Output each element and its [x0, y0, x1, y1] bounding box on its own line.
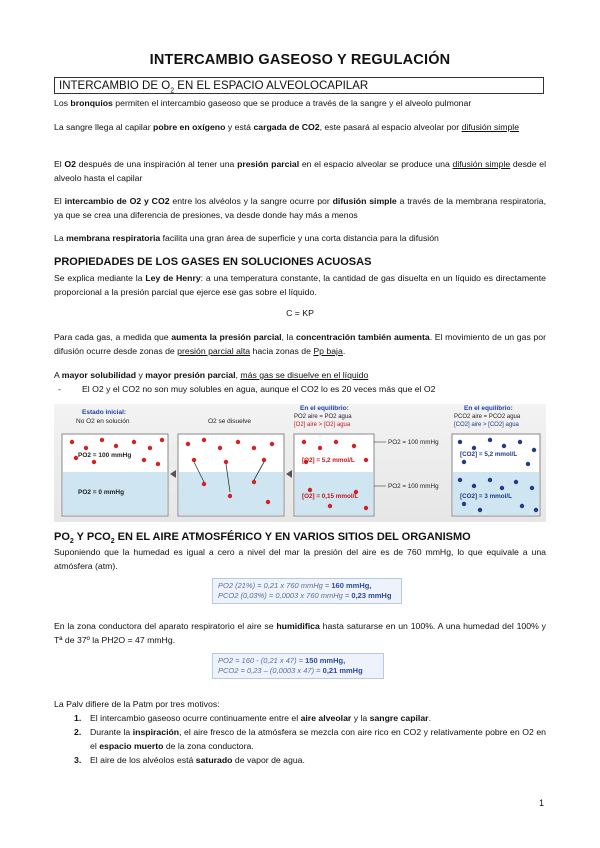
paragraph-henry: Se explica mediante la Ley de Henry: a una temperatura constante, la cantidad de gas disuelta en un líquido es directamente proporcional a la presión parcial que ejerce ese gas sobre el líquido.: [54, 273, 546, 297]
heading-subscript: 2: [170, 87, 175, 95]
bullet-item: - El O2 y el CO2 no son muy solubles en agua, aunque el CO2 lo es 20 veces más que el O2: [58, 384, 436, 394]
section-heading-gases: PROPIEDADES DE LOS GASES EN SOLUCIONES ACUOSAS: [54, 256, 372, 268]
panel2-title: O2 se disuelve: [208, 418, 251, 425]
list-item: 1. El intercambio gaseoso ocurre continuamente entre el aire alveolar y la sangre capilar.: [74, 713, 431, 723]
paragraph-humedad: Suponiendo que la humedad es igual a cero a nivel del mar la presión del aire es de 760 mmHg, lo que equivale a una atmósfera (atm).: [54, 547, 546, 571]
panel3-side-bottom: PO2 = 100 mmHg: [388, 483, 439, 490]
paragraph-sangre: La sangre llega al capilar pobre en oxígeno y está cargada de CO2, este pasará al espacio alveolar por difusión simple: [54, 122, 520, 132]
panel3-side-top: PO2 = 100 mmHg: [388, 439, 439, 446]
panel3-sub1: PO2 aire = PO2 agua: [294, 414, 352, 420]
page-number: 1: [538, 798, 544, 808]
numbered-list: [54, 711, 546, 767]
panel1-top-label: PO2 = 100 mmHg: [78, 452, 132, 459]
list-item: 2. Durante la inspiración, el aire fresco de la atmósfera se mezcla con aire rico en CO2 y relativamente pobre en O2 en el espacio muerto de la zona conductora.: [74, 727, 546, 751]
panel1-sub: No O2 en solución: [76, 418, 130, 425]
panel4-sub2: [CO2] aire > [CO2] agua: [454, 422, 519, 428]
paragraph-solubilidad: A mayor solubilidad y mayor presión parcial, más gas se disuelve en el líquido: [54, 370, 369, 380]
list-item: 3. El aire de los alvéolos está saturado de vapor de agua.: [74, 755, 305, 765]
section-heading-po2-pco2: $PO_2$ Y $PCO_2$ EN EL AIRE ATMOSFÉRICO Y EN VARIOS SITIOS DEL ORGANISMO: [54, 531, 471, 546]
paragraph-bronquios: Los bronquios permiten el intercambio gaseoso que se produce a través de la sangre y el alveolo pulmonar: [54, 98, 472, 108]
equation-box-1: PO2 (21%) = 0,21 x 760 mmHg = 160 mmHg, PCO2 (0,03%) = 0,0003 x 760 mmHg = 0,23 mmHg: [212, 578, 402, 604]
paragraph-palv: La Palv difiere de la Patm por tres motivos:: [54, 699, 220, 709]
paragraph-membrana: La membrana respiratoria facilita una gran área de superficie y una corta distancia para la difusión: [54, 233, 439, 243]
paragraph-humidifica: En la zona conductora del aparato respiratorio el aire se humidifica hasta saturarse en un 100%. A una humedad del 100% y Tª de 37º la PH2O = 47 mmHg.: [54, 621, 546, 645]
section-heading-alveolocapilar: [54, 77, 544, 94]
page-title: INTERCAMBIO GASEOSO Y REGULACIÓN: [149, 52, 451, 68]
paragraph-presion: Para cada gas, a medida que aumenta la presión parcial, la concentración también aumenta. El movimiento de un gas por difusión ocurre desde zonas de presión parcial alta hacia zonas de Pp baja.: [54, 332, 546, 356]
heading-text-2: EN EL ESPACIO ALVEOLOCAPILAR: [174, 80, 369, 92]
panel3-top-label: [O2] = 5,2 mmol/L: [302, 457, 355, 464]
formula-henry: C = KP: [286, 308, 314, 318]
panel4-sub1: PCO2 aire = PCO2 agua: [454, 414, 521, 420]
paragraph-intercambio: El intercambio de O2 y CO2 entre los alvéolos y la sangre ocurre por difusión simple a través de la membrana respiratoria, ya que se crea una diferencia de presiones, va desde donde hay más a menos: [54, 196, 547, 220]
heading-text: INTERCAMBIO DE O: [59, 80, 171, 92]
equation-box-2: PO2 = 160 - (0,21 x 47) = 150 mmHg, PCO2 = 0,23 – (0,0003 x 47) = 0,21 mmHg: [212, 653, 384, 679]
gas-solubility-diagram: [54, 404, 546, 522]
panel3-title: En el equilibrio:: [300, 405, 349, 412]
paragraph-o2: El O2 después de una inspiración al tener una presión parcial en el espacio alveolar se produce una difusión simple desde el alveolo hasta el capilar: [54, 159, 547, 183]
panel3-sub2: [O2] aire > [O2] agua: [294, 422, 351, 428]
panel1-bottom-label: PO2 = 0 mmHg: [78, 489, 125, 496]
panel4-title: En el equilibrio:: [464, 405, 513, 412]
panel3-bottom-label: [O2] = 0,15 mmol/L: [302, 493, 359, 500]
panel4-top-label: [CO2] = 5,2 mmol/L: [460, 451, 518, 458]
panel4-bottom-label: [CO2] = 3 mmol/L: [460, 493, 512, 500]
beaker-3: [294, 434, 374, 516]
panel1-title: Estado inicial:: [82, 409, 127, 416]
